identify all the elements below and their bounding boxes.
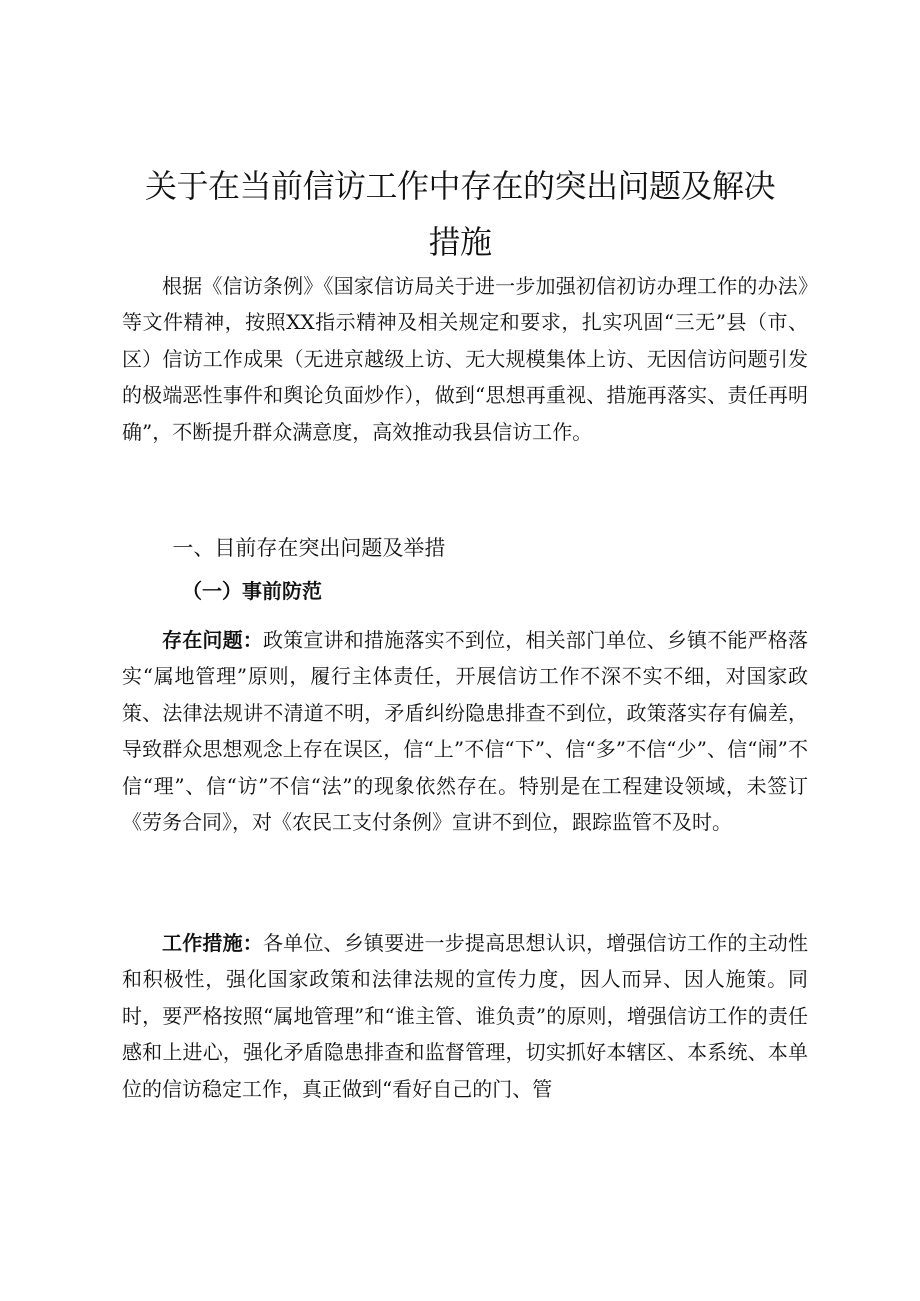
subsection-heading-1: （一）事前防范 — [182, 579, 322, 603]
measure-text: 各单位、乡镇要进一步提高思想认识，增强信访工作的主动性和积极性，强化国家政策和法律法规的宣传力度，因人而异、因人施策。同时，要严格按照“属地管理”和“谁主管、谁负责”的原则，增强信访工作的责任感和上进心，强化矛盾隐患排查和监督管理，切实抓好本辖区、本系统、本单位的信访稳定工作，真正做到“看好自己的门、管 — [122, 931, 809, 1101]
section-heading-1: 一、目前存在突出问题及举措 — [172, 536, 446, 560]
document-title-line-1: 关于在当前信访工作中存在的突出问题及解决 — [144, 167, 775, 205]
measure-paragraph — [122, 925, 808, 1107]
problem-block — [122, 622, 808, 840]
problem-paragraph — [122, 622, 808, 840]
problem-label: 存在问题： — [162, 628, 263, 652]
problem-text: 政策宣讲和措施落实不到位，相关部门单位、乡镇不能严格落实“属地管理”原则，履行主体责任，开展信访工作不深不实不细，对国家政策、法律法规讲不清道不明，矛盾纠纷隐患排查不到位，政策落实存有偏差，导致群众思想观念上存在误区，信“上”不信“下”、信“多”不信“少”、信“闹”不信“理”、信“访”不信“法”的现象依然存在。特别是在工程建设领域，未签订《劳务合同》，对《农民工支付条例》宣讲不到位，跟踪监管不及时。 — [122, 628, 809, 835]
intro-paragraph: 根据《信访条例》《国家信访局关于进一步加强初信初访办理工作的办法》等文件精神，按照XX指示精神及相关规定和要求，扎实巩固“三无”县（市、区）信访工作成果（无进京越级上访、无大规模集体上访、无因信访问题引发的极端恶性事件和舆论负面炒作），做到“思想再重视、措施再落实、责任再明确”，不断提升群众满意度，高效推动我县信访工作。 — [122, 274, 808, 444]
intro-block — [122, 268, 808, 450]
document-title-line-2: 措施 — [428, 223, 492, 261]
measure-block — [122, 925, 808, 1107]
measure-label: 工作措施： — [162, 931, 263, 955]
document-title — [100, 158, 820, 270]
